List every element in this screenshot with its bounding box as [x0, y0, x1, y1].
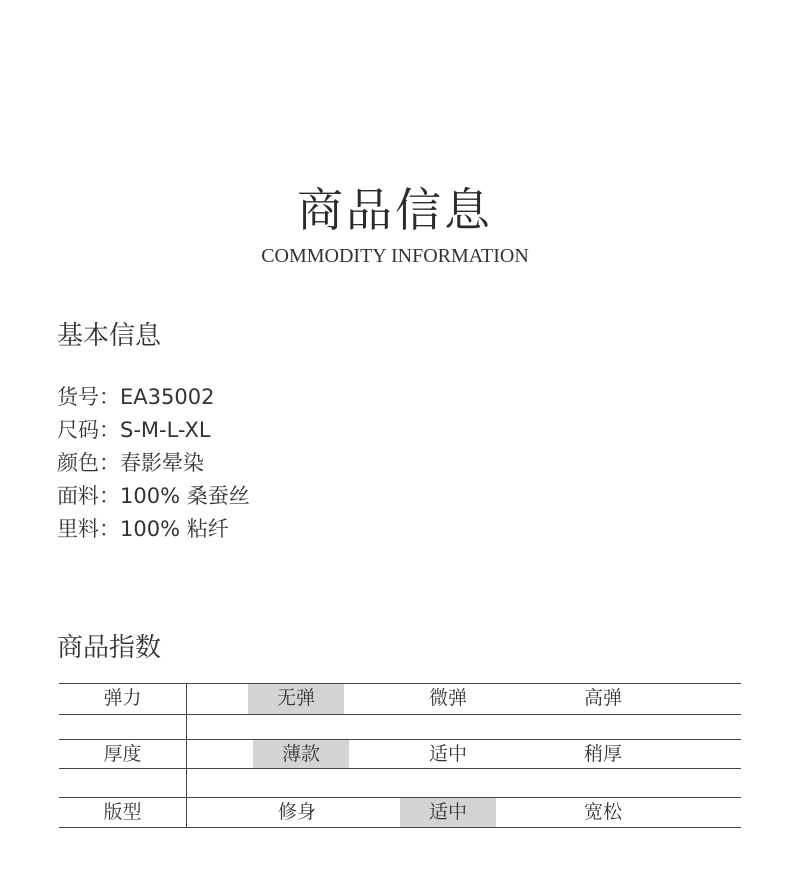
page-title-en: COMMODITY INFORMATION: [261, 245, 529, 267]
info-label: 尺码：: [57, 418, 120, 442]
page-title-cn: 商品信息: [297, 183, 493, 237]
info-value: S-M-L-XL: [120, 418, 211, 442]
index-option: 稍厚: [583, 743, 622, 765]
basic-info-title: 基本信息: [57, 321, 162, 351]
basic-info-list: [57, 382, 250, 547]
index-row-label-fit: 版型: [103, 801, 142, 823]
index-option: 高弹: [583, 687, 622, 709]
info-label: 面料：: [57, 484, 120, 508]
info-value: EA35002: [120, 385, 215, 409]
index-option: 微弹: [428, 687, 467, 709]
info-label: 里料：: [57, 517, 120, 541]
product-index-title: 商品指数: [57, 633, 162, 663]
table-column-divider: [186, 683, 187, 828]
index-option: 无弹: [248, 684, 344, 714]
table-divider: [59, 827, 741, 828]
index-option: 修身: [277, 801, 316, 823]
index-option: 适中: [428, 743, 467, 765]
info-row-color: [57, 448, 250, 481]
info-value: 100% 粘纤: [120, 517, 229, 541]
index-row-label-elasticity: 弹力: [103, 687, 142, 709]
table-divider: [59, 714, 741, 715]
info-label: 货号：: [57, 385, 120, 409]
info-row-fabric: [57, 481, 250, 514]
info-row-lining: [57, 514, 250, 547]
index-option: 适中: [400, 798, 496, 827]
info-row-size: [57, 415, 250, 448]
index-row-label-thickness: 厚度: [103, 743, 142, 765]
index-option: 薄款: [253, 740, 349, 768]
info-value: 春影晕染: [120, 451, 204, 475]
info-row-item-no: [57, 382, 250, 415]
info-value: 100% 桑蚕丝: [120, 484, 250, 508]
product-index-table: [59, 683, 741, 828]
index-option: 宽松: [583, 801, 622, 823]
table-divider: [59, 768, 741, 769]
info-label: 颜色：: [57, 451, 120, 475]
